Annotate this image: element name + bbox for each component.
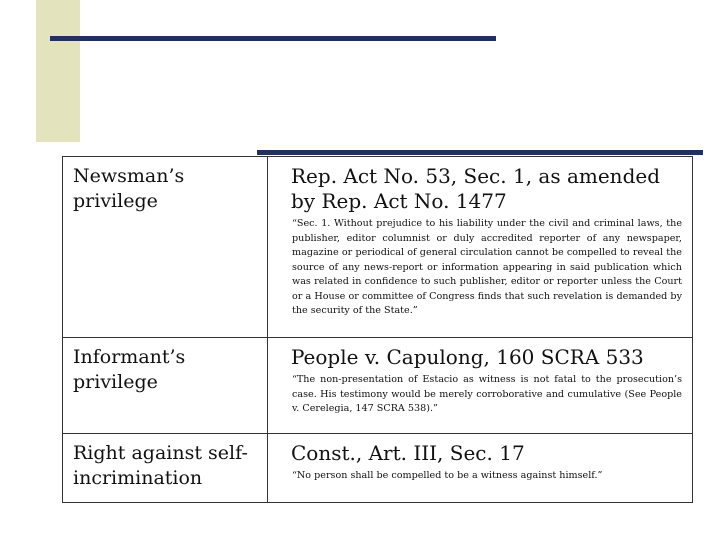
law-citation: Rep. Act No. 53, Sec. 1, as amended by Rep. Act No. 1477 [291, 164, 661, 213]
law-cell [268, 434, 693, 503]
decorative-rule-top [50, 36, 496, 41]
decorative-block [36, 0, 80, 142]
law-cell [268, 157, 693, 338]
privileges-table [62, 156, 693, 503]
table-row [63, 434, 693, 503]
law-quote: “The non-presentation of Estacio as witness is not fatal to the prosecution’s case. His testimony would be merely corroborative and cumulative (See People v. Cerelegia, 147 SCRA 538).” [292, 374, 682, 414]
law-cell [268, 338, 693, 434]
privilege-cell [63, 157, 268, 338]
law-quote: “No person shall be compelled to be a witness against himself.” [292, 470, 603, 481]
privilege-name: Informant’s privilege [73, 346, 186, 393]
privilege-cell [63, 338, 268, 434]
privilege-name: Right against self-incrimination [73, 442, 248, 489]
law-citation: Const., Art. III, Sec. 17 [291, 441, 525, 465]
table-row [63, 157, 693, 338]
law-citation: People v. Capulong, 160 SCRA 533 [291, 345, 644, 369]
law-quote: “Sec. 1. Without prejudice to his liability under the civil and criminal laws, the publisher, editor columnist or duly accredited reporter of any newspaper, magazine or periodical of general circulation cannot be compelled to reveal the source of any news-report or information appearing in said publication which was related in confidence to such publisher, editor or reporter unless the Court or a House or committee of Congress finds that such revelation is demanded by the security of the State.” [292, 218, 682, 316]
privilege-name: Newsman’s privilege [73, 165, 185, 212]
privilege-cell [63, 434, 268, 503]
decorative-rule-middle [257, 150, 703, 155]
table-row [63, 338, 693, 434]
